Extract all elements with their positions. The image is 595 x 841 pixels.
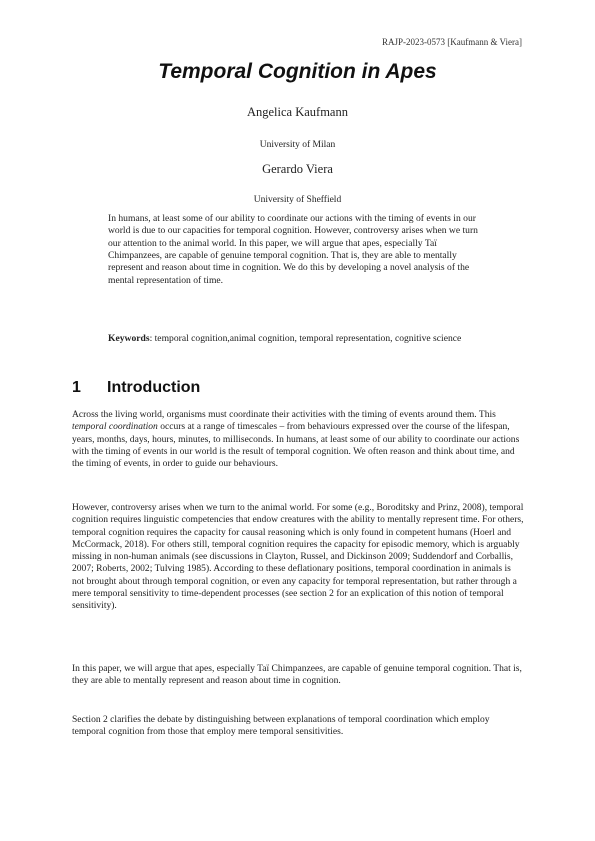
author-name-2: Gerardo Viera <box>262 162 333 176</box>
paragraph-1-end: occurs at a range of timescales – from behaviours expressed over the course of the lifespan, years, months, days, hours, minutes, to milliseconds. In humans, at least some of our ability to coordinate our actions with the timing of events in our world is the result of temporal cognition. We often reason and think about time, and the timing of events, in order to guide our behaviours. <box>72 421 520 470</box>
keywords <box>108 333 488 346</box>
paragraph-2: However, controversy arises when we turn to the animal world. For some (e.g., Boroditsky and Prinz, 2008), temporal cognition requires linguistic competencies that endow creatures with the ability to mentally represent time. For others, temporal cognition requires the capacity for causal reasoning which is only found in competent humans (Hoerl and McCormack, 2018). For others still, temporal cognition requires the capacity for episodic memory, which is arguably missing in non-human animals (see discussions in Clayton, Russel, and Dickinson 2009; Suddendorf and Corballis, 2007; Roberts, 2002; Tulving 1985). According to these deflationary positions, temporal coordination in animals is not brought about through temporal cognition, or even any capacity for temporal representation, but rather through a mere temporal sensitivity to time-dependent processes (see section 2 for an explication of this notion of temporal sensitivity). <box>72 502 524 612</box>
keywords-text: : temporal cognition,animal cognition, temporal representation, cognitive science <box>149 333 462 344</box>
paper-title: Temporal Cognition in Apes <box>158 60 437 83</box>
paragraph-1-start: Across the living world, organisms must coordinate their activities with the timing of events around them. This <box>72 409 496 420</box>
paragraph-3: In this paper, we will argue that apes, especially Taï Chimpanzees, are capable of genuine temporal cognition. That is, they are able to mentally represent and reason about time in cognition. <box>72 663 522 687</box>
paragraph-1-emphasis: temporal coordination <box>72 421 158 433</box>
author-affiliation-2: University of Sheffield <box>253 195 342 205</box>
running-header: RAJP-2023-0573 [Kaufmann & Viera] <box>381 37 522 47</box>
author-name-1: Angelica Kaufmann <box>246 105 348 119</box>
section-heading <box>72 379 200 397</box>
section-number: 1 <box>72 379 81 396</box>
keywords-label: Keywords <box>108 333 150 344</box>
section-title: Introduction <box>107 379 201 396</box>
paragraph-4: Section 2 clarifies the debate by distinguishing between explanations of temporal coordination which employ temporal cognition from those that employ mere temporal sensitivities. <box>72 714 490 738</box>
paragraph-1 <box>72 409 524 470</box>
author-affiliation-1: University of Milan <box>259 140 336 150</box>
abstract: In humans, at least some of our ability to coordinate our actions with the timing of events in our world is due to our capacities for temporal cognition. However, controversy arises when we turn our attention to the animal world. In this paper, we will argue that apes, especially Taï Chimpanzees, are capable of genuine temporal cognition. That is, they are able to mentally represent and reason about time in cognition. We do this by developing a novel analysis of the mental representation of time. <box>108 213 478 286</box>
